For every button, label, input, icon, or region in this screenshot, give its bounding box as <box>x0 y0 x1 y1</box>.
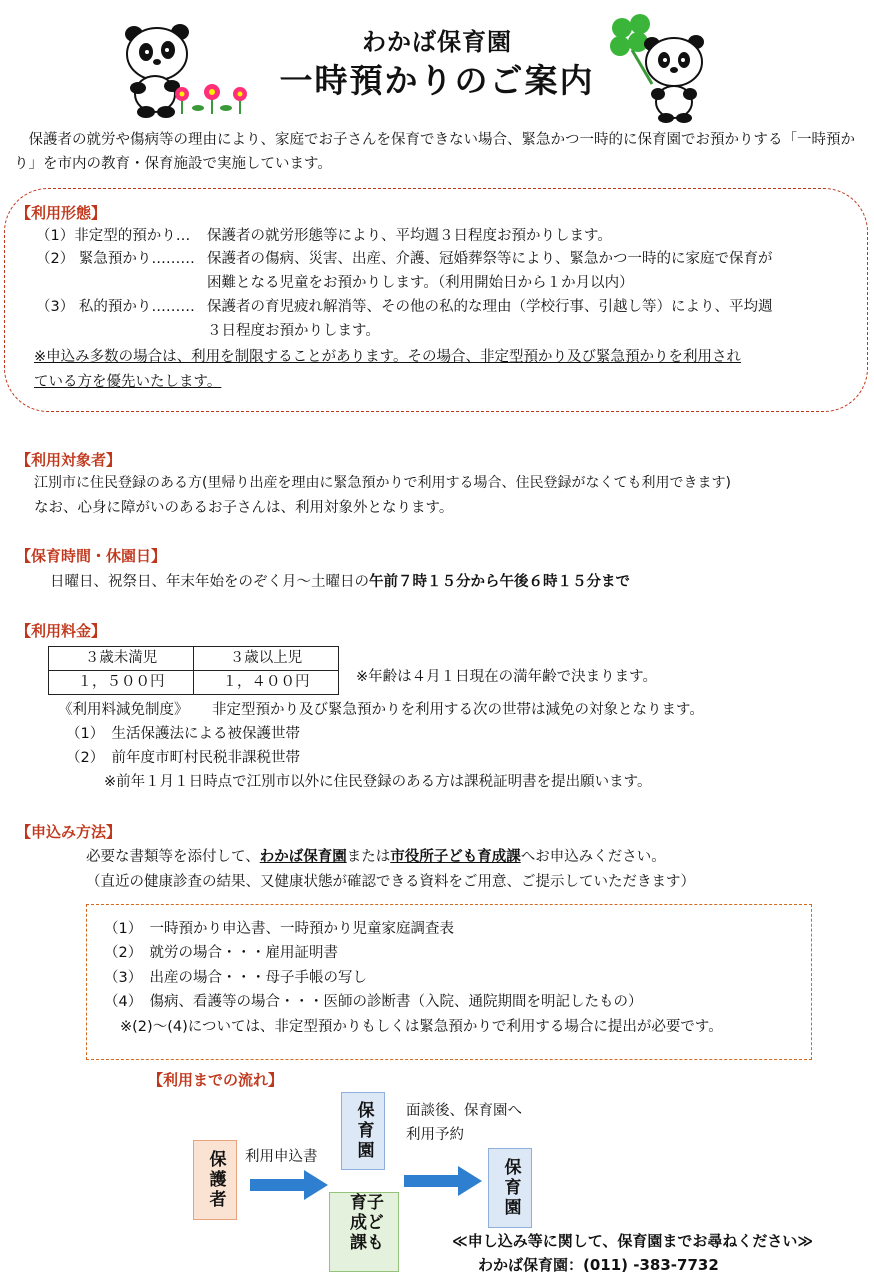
fee-table-value-row <box>49 671 339 695</box>
usage-item-2-label: （2） 緊急預かり……… <box>36 251 195 267</box>
application-city-office: 市役所子ども育成課 <box>390 849 521 865</box>
flow-step2-label-line2: 利用予約 <box>406 1127 464 1143</box>
hours-times: 午前７時１５分から午後６時１５分まで <box>369 574 630 590</box>
flow-kids-division-box: 子ども育成課 <box>329 1192 399 1272</box>
document-item-1: （1） 一時預かり申込書、一時預かり児童家庭調査表 <box>104 921 454 937</box>
reduction-title: 《利用料減免制度》 <box>58 702 189 718</box>
usage-item-1-label: （1）非定型的預かり… <box>36 228 191 244</box>
fee-age-note: ※年齢は４月１日現在の満年齢で決まります。 <box>356 669 657 685</box>
flow-heading: 【利用までの流れ】 <box>148 1071 284 1089</box>
application-line1-a: 必要な書類等を添付して、 <box>86 849 260 865</box>
reduction-item-1: （1） 生活保護法による被保護世帯 <box>66 726 300 742</box>
page-title: 一時預かりのご案内 <box>279 61 595 100</box>
document-item-3: （3） 出産の場合・・・母子手帳の写し <box>104 970 367 986</box>
usage-item-2-text-line1: 保護者の傷病、災害、出産、介護、冠婚葬祭等により、緊急かつ一時的に家庭で保育が <box>207 251 773 267</box>
hours-heading: 【保育時間・休園日】 <box>16 547 167 565</box>
application-line1-e: へお申込みください。 <box>520 849 666 865</box>
fee-value-over3: １，４００円 <box>194 671 339 695</box>
usage-type-heading: 【利用形態】 <box>16 204 107 222</box>
flow-final-nursery-box: 保育園 <box>488 1148 532 1228</box>
application-nursery: わかば保育園 <box>259 849 347 865</box>
usage-item-1-text: 保護者の就労形態等により、平均週３日程度お預かりします。 <box>207 228 612 244</box>
flow-guardian-box: 保護者 <box>193 1140 237 1220</box>
flow-nursery-box: 保育園 <box>341 1092 385 1170</box>
usage-note-line1: ※申込み多数の場合は、利用を制限することがあります。その場合、非定型預かり及び緊急預かりを利用され <box>34 349 741 365</box>
arrow-right-icon <box>404 1166 482 1196</box>
usage-item-3-text-line1: 保護者の育児疲れ解消等、その他の私的な理由（学校行事、引越し等）により、平均週 <box>207 299 773 315</box>
flow-step1-label: 利用申込書 <box>245 1149 318 1165</box>
fee-table <box>48 646 339 695</box>
hours-text <box>50 575 630 590</box>
facility-name: わかば保育園 <box>362 28 512 56</box>
arrow-right-icon <box>250 1170 328 1200</box>
intro-text: 保護者の就労や傷病等の理由により、家庭でお子さんを保育できない場合、緊急かつ一時的に保育園でお預かりする「一時預かり」を市内の教育・保育施設で実施しています。 <box>14 132 855 172</box>
eligibility-line1: 江別市に住民登録のある方(里帰り出産を理由に緊急預かりで利用する場合、住民登録がなくても利用できます) <box>34 475 731 491</box>
contact-message: ≪申し込み等に関して、保育園までお尋ねください≫ <box>452 1232 814 1250</box>
application-line2: （直近の健康診査の結果、又健康状態が確認できる資料をご用意、ご提示していただきます） <box>86 874 695 890</box>
fee-table-header-row <box>49 647 339 671</box>
eligibility-line2: なお、心身に障がいのあるお子さんは、利用対象外となります。 <box>34 500 454 516</box>
application-line1-c: または <box>346 849 391 865</box>
usage-item-3-label: （3） 私的預かり……… <box>36 299 195 315</box>
reduction-text: 非定型預かり及び緊急預かりを利用する次の世帯は減免の対象となります。 <box>212 702 704 718</box>
document-item-4: （4） 傷病、看護等の場合・・・医師の診断書（入院、通院期間を明記したもの） <box>104 994 643 1010</box>
usage-item-3-text-line2: ３日程度お預かりします。 <box>207 323 380 339</box>
fee-col-under3: ３歳未満児 <box>49 647 194 671</box>
hours-days: 日曜日、祝祭日、年末年始をのぞく月～土曜日の <box>50 574 369 590</box>
fee-value-under3: １，５００円 <box>49 671 194 695</box>
documents-note: ※(2)～(4)については、非定型預かりもしくは緊急預かりで利用する場合に提出が必要です。 <box>120 1019 723 1035</box>
eligibility-heading: 【利用対象者】 <box>16 451 122 469</box>
flow-step2-label-line1: 面談後、保育園へ <box>406 1103 522 1119</box>
document-item-2: （2） 就労の場合・・・雇用証明書 <box>104 945 338 961</box>
usage-note-line2: ている方を優先いたします。 <box>34 374 222 390</box>
fee-col-over3: ３歳以上児 <box>194 647 339 671</box>
fees-heading: 【利用料金】 <box>16 622 107 640</box>
contact-phone: わかば保育園：(011) -383-7732 <box>478 1256 719 1274</box>
application-heading: 【申込み方法】 <box>16 823 122 841</box>
application-line1 <box>86 850 666 865</box>
reduction-note: ※前年１月１日時点で江別市以外に住民登録のある方は課税証明書を提出願います。 <box>104 774 652 790</box>
reduction-item-2: （2） 前年度市町村民税非課税世帯 <box>66 750 300 766</box>
usage-item-2-text-line2: 困難となる児童をお預かりします。（利用開始日から１か月以内） <box>207 275 634 291</box>
